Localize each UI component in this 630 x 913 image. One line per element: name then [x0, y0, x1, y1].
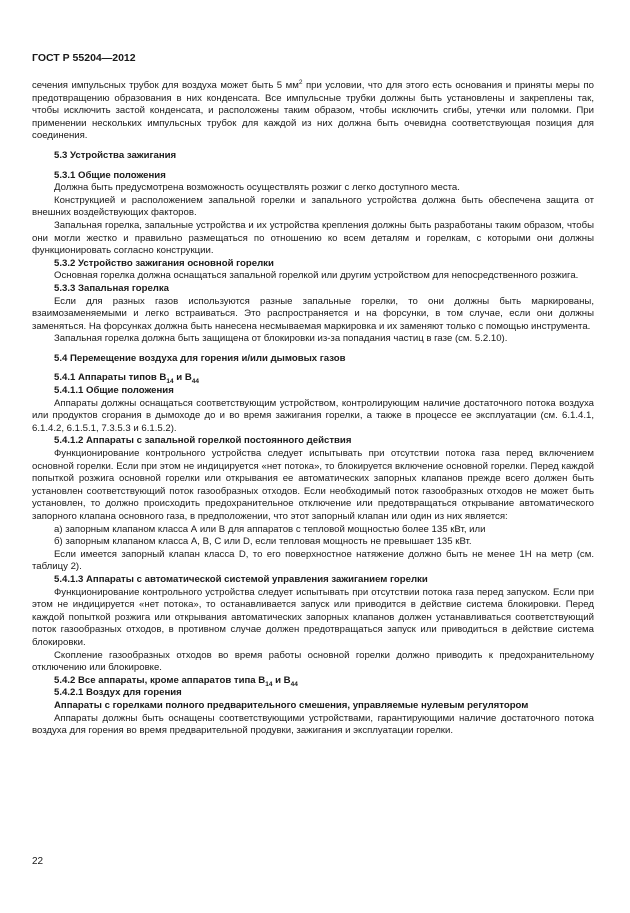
subsection-heading-premix-burners: Аппараты с горелками полного предварительного смешения, управляемые нулевым регулятором — [54, 699, 529, 711]
page-body — [32, 80, 594, 738]
page-number: 22 — [32, 856, 44, 867]
section-heading-5-4: 5.4 Перемещение воздуха для горения и/или дымовых газов — [54, 352, 346, 364]
paragraph: Функционирование контрольного устройства следует испытывать при отсутствии потока газа перед запуском. Если при этом не индицируется «нет потока», то останавливается запуск или приводится в действие система блокировки. Перед каждой попыткой розжига или открывания автоматических запорных клапанов должен устанавливаться соответствующий поток газообразных отходов, в противном случае должен предотвращаться запуск или приводиться в действие система блокировки. — [32, 586, 594, 648]
paragraph: Конструкцией и расположением запальной горелки и запального устройства должна быть обеспечена защита от внешних воздействующих факторов. — [32, 194, 594, 219]
paragraph: Основная горелка должна оснащаться запальной горелкой или другим устройством для непосредственного розжига. — [54, 270, 579, 282]
section-heading-5-4-2-1: 5.4.2.1 Воздух для горения — [54, 687, 182, 699]
section-heading-5-4-1: 5.4.1 Аппараты типов $B_{14}$ и $B_{44}$ — [54, 372, 199, 386]
list-item: б) запорным клапаном класса А, В, С или D, если тепловая мощность не превышает 135 кВт. — [54, 536, 472, 548]
paragraph: Аппараты должны оснащаться соответствующим устройством, контролирующим наличие достаточного потока воздуха или продуктов сгорания в дымоходе до и во время зажигания горелки, а также в процессе ее эксплуатации (см. 6.1.4.1, 6.1.4.2, 6.1.5.1, 7.3.5.3 и 6.1.5.2). — [32, 397, 594, 434]
page-header: ГОСТ Р 55204—2012 — [32, 52, 136, 64]
section-heading-5-3-2: 5.3.2 Устройство зажигания основной горелки — [54, 257, 274, 269]
paragraph: Запальная горелка, запальные устройства и их устройства крепления должны быть разработаны таким образом, чтобы они могли жестко и правильно размещаться по отношению ко всем деталям и горелкам, с которыми они должны функционировать согласно конструкции. — [32, 219, 594, 257]
section-heading-5-4-1-2: 5.4.1.2 Аппараты с запальной горелкой постоянного действия — [54, 435, 352, 447]
section-heading-5-3-3: 5.3.3 Запальная горелка — [54, 282, 170, 294]
section-heading-5-4-1-3: 5.4.1.3 Аппараты с автоматической системой управления зажиганием горелки — [54, 573, 428, 585]
section-heading-5-3-1: 5.3.1 Общие положения — [54, 169, 166, 181]
section-heading-5-3: 5.3 Устройства зажигания — [54, 149, 177, 161]
paragraph: Должна быть предусмотрена возможность осуществлять розжиг с легко доступного места. — [54, 182, 460, 194]
paragraph: Скопление газообразных отходов во время работы основной горелки должно приводить к предохранительному отключению или блокировке. — [32, 649, 594, 674]
paragraph: Если имеется запорный клапан класса D, то его поверхностное натяжение должно быть не менее 1Н на метр (см. таблицу 2). — [32, 548, 594, 573]
paragraph: Функционирование контрольного устройства следует испытывать при отсутствии потока газа перед включением основной горелки. Если при этом не индицируется «нет потока», то блокируется включение основной горелки. Перед каждой попыткой розжига основной горелки или открывания ее автоматических запорных клапанов прежде всего должен быть установлен соответствующий поток газообразных отходов. Если необходимый поток газообразных отходов не может быть установлен, то должно происходить предохранительное отключение или предотвращаться открывание автоматического запорного клапана основного газа, в предположении, что этот запорный клапан или один из них является: — [32, 448, 594, 522]
list-item: а) запорным клапаном класса А или В для аппаратов с тепловой мощностью более 135 кВт, или — [54, 523, 486, 535]
section-heading-5-4-1-1: 5.4.1.1 Общие положения — [54, 385, 174, 397]
section-heading-5-4-2: 5.4.2 Все аппараты, кроме аппаратов типа $B_{14}$ и $B_{44}$ — [54, 674, 298, 688]
paragraph: Запальная горелка должна быть защищена от блокировки из-за попадания частиц в газе (см. 5.2.10). — [54, 333, 508, 345]
paragraph-impulse-tubes: сечения импульсных трубок для воздуха может быть 5 $мм^2$ при условии, что для этого есть основания и приняты меры по предотвращению образования в них конденсата. Все импульсные трубки должны быть установлены и закреплены так, чтобы исключить застой конденсата, и расположены таким образом, чтобы исключить сгибы, утечки или поломки. При применении нескольких импульсных трубок для каждой из них должна быть очевидна соответствующая позиция для соединения. — [32, 78, 594, 142]
paragraph: Аппараты должны быть оснащены соответствующими устройствами, гарантирующими наличие достаточного потока воздуха для горения во время предварительной продувки, зажигания и эксплуатации горелки. — [32, 712, 594, 737]
paragraph: Если для разных газов используются разные запальные горелки, то они должны быть маркированы, взаимозаменяемыми и легко встраиваться. Это распространяется и на форсунки, в том случае, если они должны заменяться. На форсунках должна быть нанесена несмываемая маркировка и их заменяют только с помощью инструмента. — [32, 295, 594, 332]
